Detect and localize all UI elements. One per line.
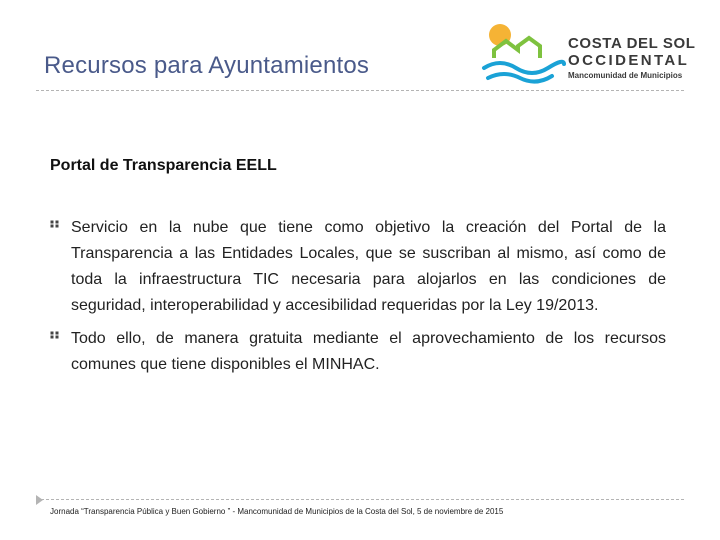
bullet-list [50, 215, 666, 385]
list-item [50, 326, 666, 378]
square-bullet-icon [50, 220, 59, 228]
square-bullet-icon [50, 331, 59, 339]
header-divider [36, 90, 684, 91]
section-heading: Portal de Transparencia EELL [50, 157, 277, 174]
footer-divider-arrow [36, 495, 43, 505]
logo-mark-icon [480, 16, 566, 86]
bullet-text: Todo ello, de manera gratuita mediante el aprovechamiento de los recursos comunes que tiene disponibles el MINHAC. [71, 330, 666, 373]
slide-title: Recursos para Ayuntamientos [44, 52, 370, 79]
footer-text: Jornada “Transparencia Pública y Buen Gobierno ” - Mancomunidad de Municipios de la Costa del Sol, 5 de noviembre de 2015 [50, 507, 504, 516]
mancomunidad-logo [480, 16, 696, 86]
logo-text-line3: Mancomunidad de Municipios [568, 71, 683, 80]
logo-text-line2: OCCIDENTAL [568, 52, 690, 69]
logo-text-line1: COSTA DEL SOL [568, 35, 696, 52]
list-item [50, 215, 666, 319]
footer-divider [36, 499, 684, 500]
bullet-text: Servicio en la nube que tiene como objetivo la creación del Portal de la Transparencia a las Entidades Locales, que se suscriban al mismo, así como de toda la infraestructura TIC necesaria para alojarlos en las condiciones de seguridad, interoperabilidad y accesibilidad requeridas por la Ley 19/2013. [71, 219, 666, 314]
